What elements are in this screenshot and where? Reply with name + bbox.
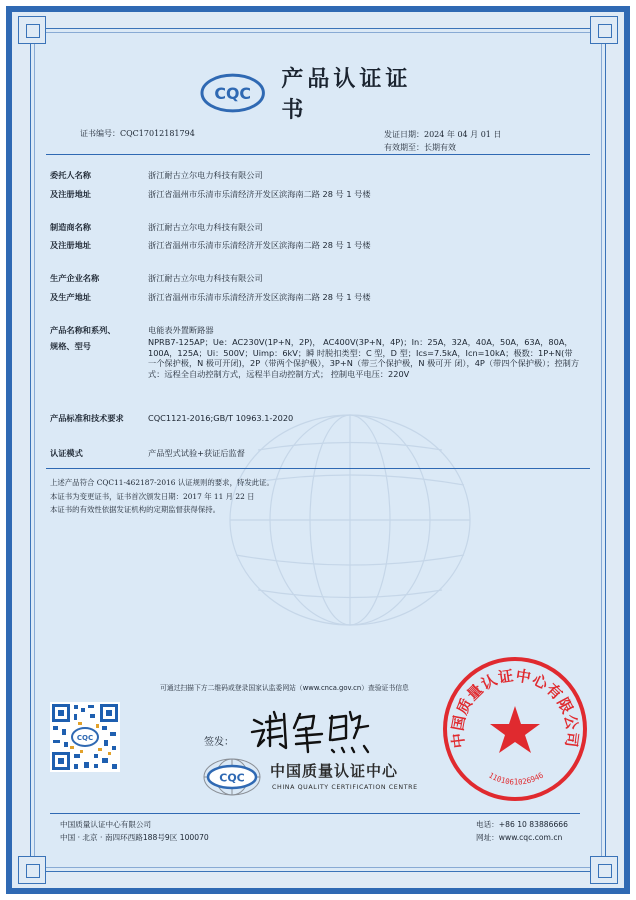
verification-caption: 可通过扫描下方二维码或登录国家认监委网站（www.cnca.gov.cn）查验证书信息 [160,684,409,692]
certification-mode-label: 认证模式 [50,448,83,458]
issuer-name-en: CHINA QUALITY CERTIFICATION CENTRE [272,784,418,791]
client-address: 浙江省温州市乐清市乐清经济开发区滨海南二路 28 号 1 号楼 [148,189,371,199]
issuer-logo-text: CQC [219,771,245,785]
footer-contact [60,818,209,844]
seal-text: 中国质量认证中心有限公司 [448,666,582,750]
factory-address: 浙江省温州市乐清市乐清经济开发区滨海南二路 28 号 1 号楼 [148,292,371,302]
product-label-line2: 规格、型号 [50,341,91,351]
qr-code[interactable] [50,702,120,772]
globe-watermark [200,390,500,650]
issue-date: 发证日期：2024 年 04 月 01 日 [384,130,502,139]
product-specification: NPRB7-125AP；Ue：AC230V(1P+N，2P)， AC400V(3P+N，4P)；In：25A，32A，40A，50A，63A，80A，100A，125A；Ui：500V；Uimp：6kV；瞬 时脱扣类型：C 型，D 型；Ics=7.5kA，Icn=10kA；极数：1P+N(带一个保护极，N 极可开闭)，2P（带两个保护极），3P+N（带三个保护极，N 极可开 闭），4P（带四个保护极）；控制方式：远程全自动控制方式，远程半自动控制方式； 控制电平电压：220V [148,337,580,379]
footer-address: 中国 · 北京 · 南四环西路188号9区 100070 [60,833,209,842]
qr-logo-text: CQC [76,734,94,742]
corner-ornament [590,16,618,44]
seal-code: 1101061026946 [487,770,545,787]
corner-ornament [18,16,46,44]
official-seal [440,654,590,804]
manufacturer-address: 浙江省温州市乐清市乐清经济开发区滨海南二路 28 号 1 号楼 [148,240,371,250]
corner-ornament [18,856,46,884]
cqc-logo [200,73,265,113]
client-name: 浙江耐古立尔电力科技有限公司 [148,170,263,180]
note-line: 本证书的有效性依据发证机构的定期监督获得保持。 [50,505,220,514]
note-line: 本证书为变更证书，证书首次颁发日期：2017 年 11 月 22 日 [50,491,255,501]
cqc-logo-text: CQC [214,83,252,103]
client-label: 委托人名称 [50,170,91,180]
qr-code-image [50,702,120,772]
factory-address-label: 及生产地址 [50,292,91,302]
manufacturer-address-label: 及注册地址 [50,240,91,250]
certification-mode-value: 产品型式试验+获证后监督 [148,448,245,458]
handwritten-signature [248,706,388,756]
star-icon [490,706,540,753]
divider [46,154,590,155]
product-label-line1: 产品名称和系列、 [50,325,116,335]
page-title: 产品认证证书 [281,67,412,123]
product-name: 电能表外置断路器 [148,325,214,335]
standard-value: CQC1121-2016;GB/T 10963.1-2020 [148,413,294,423]
manufacturer-label: 制造商名称 [50,222,91,232]
seal-stamp [440,654,590,804]
factory-label: 生产企业名称 [50,273,100,283]
issuer-name-cn: 中国质量认证中心 [270,762,399,780]
date-block [384,128,501,154]
issuer-block [200,752,460,800]
footer-phone: 电话：+86 10 83886666 [476,820,568,829]
note-line: 上述产品符合 CQC11-462187-2016 认证规则的要求，特发此证。 [50,478,274,487]
svg-text:1101061026946 [487,770,545,786]
valid-until: 有效期至：长期有效 [384,143,456,152]
footer-org: 中国质量认证中心有限公司 [60,820,152,829]
footer-website[interactable]: 网址：www.cqc.com.cn [476,833,563,842]
manufacturer-name: 浙江耐古立尔电力科技有限公司 [148,222,263,232]
footer-links [476,818,568,844]
notes [50,476,274,517]
signature-label: 签发： [204,737,234,748]
factory-name: 浙江耐古立尔电力科技有限公司 [148,273,263,283]
client-address-label: 及注册地址 [50,189,91,199]
certificate-number: 证书编号：CQC17012181794 [80,129,195,138]
issuer-logo [200,756,264,798]
footer-divider [50,813,580,814]
header [200,66,436,123]
standard-label: 产品标准和技术要求 [50,413,124,423]
divider [46,468,590,469]
corner-ornament [590,856,618,884]
signature [248,706,388,756]
